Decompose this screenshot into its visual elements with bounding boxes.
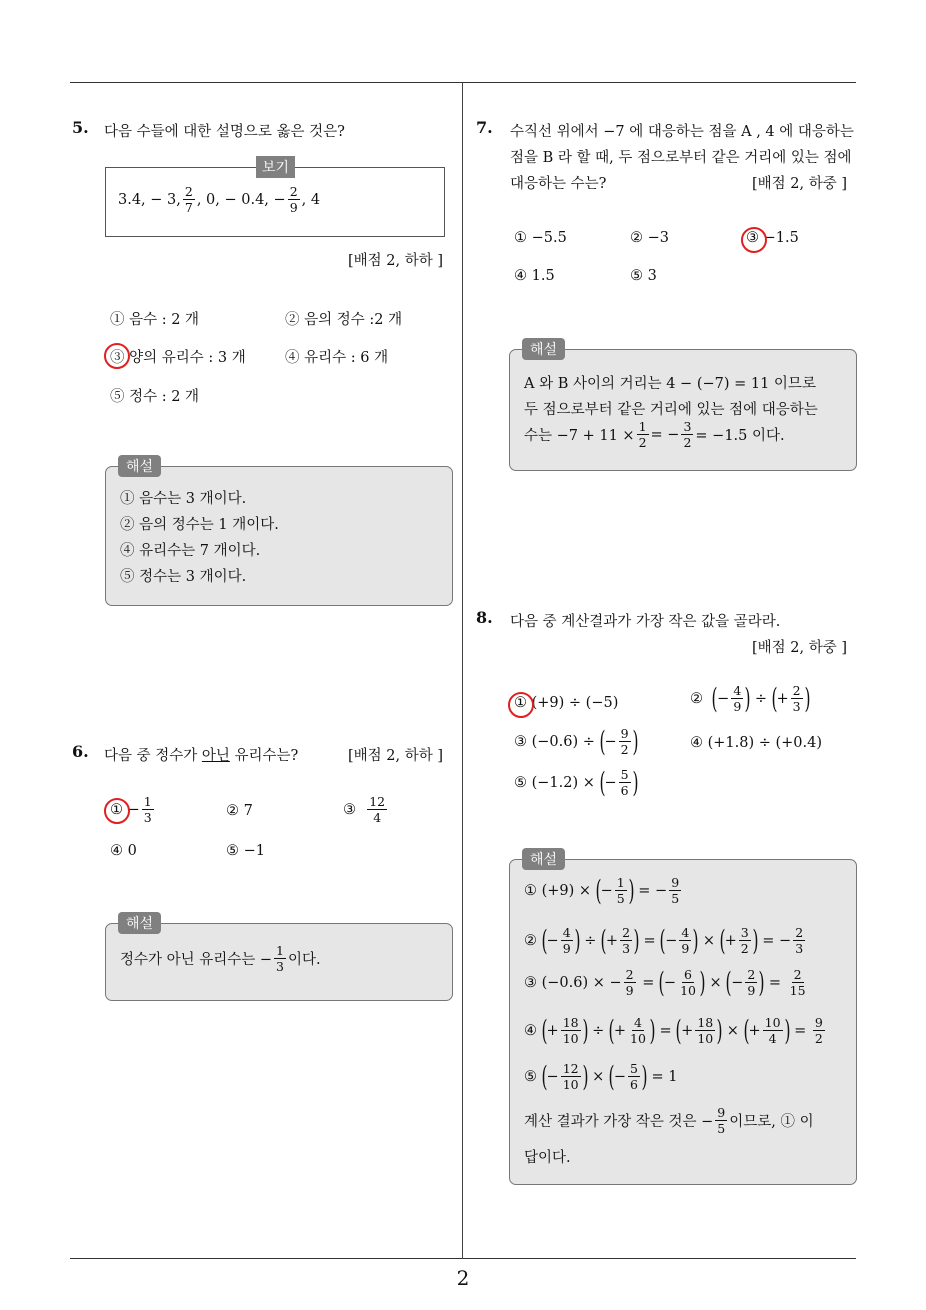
page-number: 2 bbox=[456, 1266, 470, 1290]
q8-solution-line-1: ① (+9) × ( − $\frac{1}{5}$ ) = − $\frac{9}{5}$ bbox=[524, 873, 680, 907]
q6-solution-line: 정수가 아닌 유리수는 − $\frac{1}{3}$ 이다. bbox=[120, 943, 321, 974]
q6-answer-mark bbox=[104, 798, 130, 824]
q5-bogi-values: 3.4, − 3, $\frac{2}{7}$ , 0, − 0.4, − $\frac{2}{9}$ , 4 bbox=[118, 184, 321, 215]
fraction: $\frac{4}{9}$ bbox=[733, 683, 742, 714]
q5-points: [배점 2, 하하 ] bbox=[348, 253, 444, 269]
q8-choice-3[interactable]: ③ (−0.6) ÷ ( − $\frac{9}{2}$ ) bbox=[514, 724, 639, 758]
fraction: $\frac{1}{3}$ bbox=[276, 943, 284, 974]
q6-choice-1[interactable]: ① − $\frac{1}{3}$ bbox=[110, 794, 152, 825]
q8-choice-1[interactable]: ① (+9) ÷ (−5) bbox=[514, 695, 619, 711]
q6-number: 6. bbox=[72, 742, 89, 761]
fraction: $\frac{1}{5}$ bbox=[616, 875, 625, 906]
q7-choice-3[interactable]: ③ −1.5 bbox=[746, 230, 799, 246]
q5-solution-line-4: ⑤ 정수는 3 개이다. bbox=[120, 569, 247, 585]
q6-choice-4[interactable]: ④ 0 bbox=[110, 843, 137, 859]
fraction: $\frac{2}{9}$ bbox=[747, 967, 756, 998]
fraction: $\frac{2}{15}$ bbox=[789, 967, 806, 998]
q5-choice-3[interactable]: ③ 양의 유리수 : 3 개 bbox=[110, 350, 246, 366]
q8-solution-conclusion-2: 답이다. bbox=[524, 1150, 571, 1166]
q5-choice-4[interactable]: ④ 유리수 : 6 개 bbox=[285, 350, 389, 366]
q7-solution-label: 해설 bbox=[522, 338, 565, 360]
fraction: $\frac{18}{10}$ bbox=[697, 1015, 714, 1046]
q7-text-line-1: 수직선 위에서 −7 에 대응하는 점을 A , 4 에 대응하는 bbox=[510, 124, 854, 140]
fraction: $\frac{2}{9}$ bbox=[289, 184, 298, 215]
q5-text: 다음 수들에 대한 설명으로 옳은 것은? bbox=[104, 124, 345, 140]
fraction: $\frac{1}{2}$ bbox=[638, 419, 647, 450]
q6-solution-label: 해설 bbox=[118, 912, 161, 934]
q7-text-line-2: 점을 B 라 할 때, 두 점으로부터 같은 거리에 있는 점에 bbox=[510, 150, 852, 166]
fraction: $\frac{12}{10}$ bbox=[562, 1061, 579, 1092]
q8-answer-mark bbox=[508, 692, 534, 718]
q7-solution-line-2: 두 점으로부터 같은 거리에 있는 점에 대응하는 bbox=[524, 402, 818, 418]
q5-solution-box bbox=[105, 466, 453, 606]
q5-number: 5. bbox=[72, 118, 89, 137]
fraction: $\frac{2}{3}$ bbox=[792, 683, 801, 714]
q6-choice-5[interactable]: ⑤ −1 bbox=[226, 843, 265, 859]
q5-solution-label: 해설 bbox=[118, 455, 161, 477]
bottom-rule bbox=[70, 1258, 856, 1259]
fraction: $\frac{4}{9}$ bbox=[681, 925, 690, 956]
fraction: $\frac{9}{5}$ bbox=[717, 1105, 726, 1136]
fraction: $\frac{4}{10}$ bbox=[630, 1015, 646, 1046]
q8-choice-5[interactable]: ⑤ (−1.2) × ( − $\frac{5}{6}$ ) bbox=[514, 765, 639, 799]
fraction: $\frac{18}{10}$ bbox=[562, 1015, 579, 1046]
q7-choice-4[interactable]: ④ 1.5 bbox=[514, 268, 555, 284]
fraction: $\frac{2}{7}$ bbox=[184, 184, 193, 215]
q8-solution-line-5: ⑤ ( − $\frac{12}{10}$ ) × ( − $\frac{5}{6}$ ) = 1 bbox=[524, 1059, 678, 1093]
q8-points: [배점 2, 하중 ] bbox=[752, 640, 848, 656]
fraction: $\frac{12}{4}$ bbox=[369, 794, 386, 825]
q7-points: [배점 2, 하중 ] bbox=[752, 176, 848, 192]
q7-text-line-3: 대응하는 수는? bbox=[510, 176, 607, 192]
q8-choice-2[interactable]: ② ( − $\frac{4}{9}$ ) ÷ ( + $\frac{2}{3}$ ) bbox=[690, 681, 811, 715]
fraction: $\frac{6}{10}$ bbox=[680, 967, 696, 998]
fraction: $\frac{9}{5}$ bbox=[671, 875, 680, 906]
q7-solution-line-1: A 와 B 사이의 거리는 4 − (−7) = 11 이므로 bbox=[524, 376, 816, 392]
q8-solution-label: 해설 bbox=[522, 848, 565, 870]
q5-choice-5[interactable]: ⑤ 정수 : 2 개 bbox=[110, 389, 200, 405]
q8-number: 8. bbox=[476, 608, 493, 627]
q7-answer-mark bbox=[741, 227, 767, 253]
fraction: $\frac{9}{2}$ bbox=[620, 726, 629, 757]
fraction: $\frac{3}{2}$ bbox=[683, 419, 692, 450]
fraction: $\frac{3}{2}$ bbox=[740, 925, 749, 956]
q5-bogi-label: 보기 bbox=[256, 156, 295, 178]
column-divider bbox=[462, 83, 463, 1259]
fraction: $\frac{1}{3}$ bbox=[143, 794, 152, 825]
q8-choice-4[interactable]: ④ (+1.8) ÷ (+0.4) bbox=[690, 735, 823, 751]
fraction: $\frac{4}{9}$ bbox=[562, 925, 571, 956]
fraction: $\frac{2}{3}$ bbox=[795, 925, 804, 956]
q6-choice-3[interactable]: ③ $\frac{12}{4}$ bbox=[343, 794, 386, 825]
q5-choice-2[interactable]: ② 음의 정수 :2 개 bbox=[285, 312, 403, 328]
fraction: $\frac{2}{3}$ bbox=[622, 925, 631, 956]
q6-choice-2[interactable]: ② 7 bbox=[226, 803, 253, 819]
q7-solution-box bbox=[509, 349, 857, 471]
q7-choice-2[interactable]: ② −3 bbox=[630, 230, 669, 246]
q8-solution-box bbox=[509, 859, 857, 1185]
fraction: $\frac{9}{2}$ bbox=[814, 1015, 823, 1046]
q8-solution-conclusion: 계산 결과가 가장 작은 것은 − $\frac{9}{5}$ 이므로, ① 이 bbox=[524, 1105, 814, 1136]
q8-solution-line-4: ④ ( + $\frac{18}{10}$ ) ÷ ( + $\frac{4}{10}$ ) = ( + $\frac{18}{10}$ ) × ( + $\frac{10}{4}$ ) = $\frac{9}{2}$ bbox=[524, 1013, 823, 1047]
q5-solution-line-1: ① 음수는 3 개이다. bbox=[120, 491, 247, 507]
fraction: $\frac{5}{6}$ bbox=[620, 767, 629, 798]
q8-solution-line-3: ③ (−0.6) × − $\frac{2}{9}$ = ( − $\frac{6}{10}$ ) × ( − $\frac{2}{9}$ ) = $\frac{2}{15}$ bbox=[524, 965, 806, 999]
q6-solution-box bbox=[105, 923, 453, 1001]
q5-solution-line-2: ② 음의 정수는 1 개이다. bbox=[120, 517, 279, 533]
top-rule bbox=[70, 82, 856, 83]
q5-choice-1[interactable]: ① 음수 : 2 개 bbox=[110, 312, 200, 328]
q6-text: 다음 중 정수가 아닌 유리수는? bbox=[104, 748, 299, 764]
q5-solution-line-3: ④ 유리수는 7 개이다. bbox=[120, 543, 261, 559]
fraction: $\frac{5}{6}$ bbox=[630, 1061, 638, 1092]
fraction: $\frac{10}{4}$ bbox=[764, 1015, 781, 1046]
q5-answer-mark bbox=[104, 343, 130, 369]
q6-points: [배점 2, 하하 ] bbox=[348, 748, 444, 764]
q7-number: 7. bbox=[476, 118, 493, 137]
q7-solution-line-3: 수는 −7 + 11 × $\frac{1}{2}$ = − $\frac{3}{2}$ = −1.5 이다. bbox=[524, 419, 785, 450]
q8-text: 다음 중 계산결과가 가장 작은 값을 골라라. bbox=[510, 614, 781, 630]
q8-solution-line-2: ② ( − $\frac{4}{9}$ ) ÷ ( + $\frac{2}{3}$ ) = ( − $\frac{4}{9}$ ) × ( + $\frac{3}{2}$ ) = − $\frac{2}{3}$ bbox=[524, 923, 804, 957]
q7-choice-5[interactable]: ⑤ 3 bbox=[630, 268, 657, 284]
fraction: $\frac{2}{9}$ bbox=[625, 967, 634, 998]
q7-choice-1[interactable]: ① −5.5 bbox=[514, 230, 567, 246]
